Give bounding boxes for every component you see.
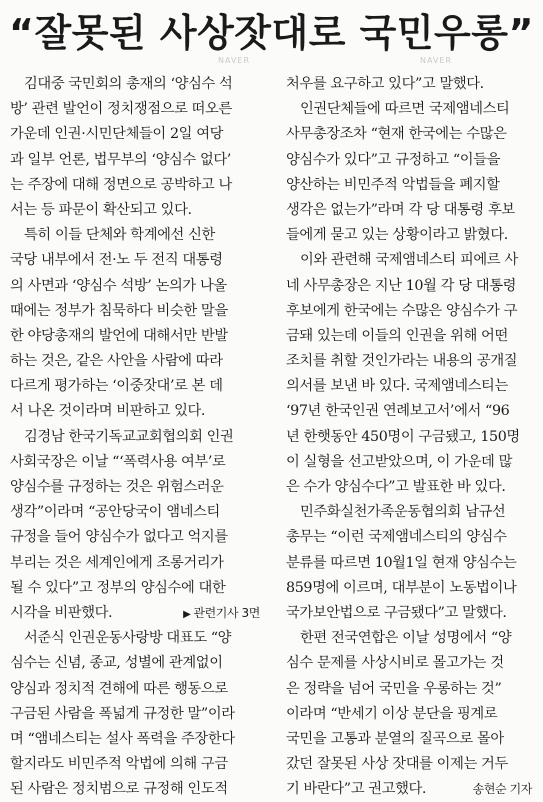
text-line-content: 서 나온 것이라며 비판하고 있다. <box>10 403 206 420</box>
text-line <box>10 223 260 248</box>
text-line <box>286 475 536 500</box>
text-line-content: 이와 관련해 국제앰네스티 피에르 사 <box>300 252 518 269</box>
text-line-content: 859명에 이르며, 대부분이 노동법이나 <box>286 579 517 596</box>
text-line <box>286 626 536 651</box>
text-line <box>286 274 536 299</box>
text-line-content: 들에게 묻고 있는 상황이라고 밝혔다. <box>286 227 508 244</box>
text-line <box>10 198 260 223</box>
text-line <box>286 752 536 777</box>
text-line-content: 양심수를 규정하는 것은 위험스러운 <box>10 479 224 495</box>
text-line-content: 후보에게 한국에는 수많은 양심수가 구 <box>286 302 518 319</box>
text-line <box>286 425 536 450</box>
text-line <box>286 399 536 424</box>
text-line <box>286 97 536 122</box>
text-line <box>286 198 536 223</box>
article-column-right <box>286 72 536 802</box>
text-line <box>286 173 536 198</box>
text-line-content: 서는 등 파문이 확산되고 있다. <box>10 201 192 218</box>
text-line-content: 가운데 인권·시민단체들이 2일 여당 <box>10 126 224 143</box>
text-line <box>10 349 260 374</box>
text-line-content: 조치를 취할 것인가라는 내용의 공개질 <box>286 353 518 370</box>
text-line-content: 사무총장조차 “현재 한국에는 수많은 <box>286 126 507 143</box>
text-line-content: 이라며 “반세기 이상 분단을 핑계로 <box>286 705 498 722</box>
text-line-content: 국당 내부에서 전·노 두 전직 대통령 <box>10 252 223 269</box>
text-line-content: 때에는 정부가 침묵하다 비슷한 말을 <box>10 302 228 319</box>
text-line-content: 며 “앰네스티는 설사 폭력을 주장한다 <box>10 730 235 747</box>
text-line <box>286 601 536 626</box>
text-line-content: 생각은 없는가”라며 각 당 대통령 후보 <box>286 201 515 218</box>
text-line <box>286 148 536 173</box>
text-line-content: 시각을 비판했다. <box>10 604 113 621</box>
text-line <box>286 651 536 676</box>
watermark: NAVER <box>218 56 251 65</box>
text-line-content: 특히 이들 단체와 학계에선 신한 <box>24 227 215 244</box>
text-line-content: 김대중 국민회의 총재의 ‘양심수 석 <box>24 76 233 92</box>
text-line <box>10 274 260 299</box>
text-line-content: 네 사무총장은 지난 10월 각 당 대통령 <box>286 277 517 294</box>
text-line-content: 심수는 신념, 종교, 성별에 관계없이 <box>10 655 223 672</box>
text-line <box>286 702 536 727</box>
text-line-content: 의 사면과 ‘양심수 석방’ 논의가 나올 <box>10 277 227 294</box>
text-line <box>10 248 260 273</box>
text-line-content: 한 야당총재의 발언에 대해서만 반발 <box>10 327 228 344</box>
text-line-content: 부리는 것은 세계인에게 조롱거리가 <box>10 554 224 571</box>
text-line <box>286 525 536 550</box>
text-line-content: 구금된 사람을 폭넓게 규정한 말”이라 <box>10 705 235 722</box>
text-line <box>286 248 536 273</box>
text-line <box>10 450 260 475</box>
text-line <box>286 223 536 248</box>
text-line-content: 하는 것은, 같은 사안을 사람에 따라 <box>10 353 223 370</box>
text-line <box>10 425 260 450</box>
text-line-content: 국민을 고통과 분열의 질곡으로 몰아 <box>286 730 504 747</box>
text-line-content: 한편 전국연합은 이날 성명에서 “양 <box>300 630 512 647</box>
text-line <box>10 702 260 727</box>
text-line <box>286 576 536 601</box>
text-line <box>286 324 536 349</box>
text-line-content: 양심수가 있다”고 규정하고 “이들을 <box>286 151 501 168</box>
text-line-content: 규정을 들어 양심수가 없다고 억지를 <box>10 529 228 546</box>
text-line-content: ‘97년 한국인권 연례보고서’에서 “96 <box>286 403 510 420</box>
watermark: NAVER <box>420 56 453 65</box>
text-line <box>286 299 536 324</box>
text-line-content: 년 한햇동안 450명이 구금됐고, 150명 <box>286 428 520 445</box>
text-line-content: 과 일부 언론, 법무부의 ‘양심수 없다’ <box>10 151 231 168</box>
text-line-content: 할지라도 비민주적 악법에 의해 구금 <box>10 756 228 773</box>
text-line-content: 인권단체들에 따르면 국제앰네스티 <box>300 101 510 118</box>
related-article-label: 관련기사 3면 <box>193 605 260 620</box>
text-line <box>10 525 260 550</box>
text-line <box>10 727 260 752</box>
text-line <box>10 72 260 97</box>
text-line-content: 양심과 정치적 견해에 따른 행동으로 <box>10 680 228 697</box>
text-line <box>10 576 260 601</box>
text-line <box>10 677 260 702</box>
reporter-byline: 송현순 기자 <box>472 782 532 797</box>
text-line-content: 양산하는 비민주적 악법들을 폐지할 <box>286 176 500 193</box>
text-line-content: 민주화실천가족운동협의회 남규선 <box>300 504 506 521</box>
text-line-content: 총무는 “이런 국제앰네스티의 양심수 <box>286 529 507 546</box>
text-line <box>10 551 260 576</box>
text-line-content: 갔던 잘못된 사상 잣대를 이제는 거두 <box>286 756 508 773</box>
text-line <box>10 173 260 198</box>
text-line <box>286 450 536 475</box>
text-line <box>10 122 260 147</box>
text-line-content: 국가보안법으로 구금됐다”고 말했다. <box>286 604 507 621</box>
text-line <box>10 626 260 651</box>
text-line-content: 김경남 한국기독교교회협의회 인권 <box>24 428 234 445</box>
text-line <box>10 651 260 676</box>
text-line-content: 서준식 인권운동사랑방 대표도 “양 <box>24 630 232 647</box>
article-column-left <box>10 72 260 802</box>
text-line <box>10 399 260 424</box>
text-line <box>286 551 536 576</box>
text-line-content: 될 수 있다”고 정부의 양심수에 대한 <box>10 579 226 596</box>
text-line-content: 금돼 있는데 이들의 인권을 위해 어떤 <box>286 327 508 344</box>
text-line-content: 의서를 보낸 바 있다. 국제앰네스티는 <box>286 378 508 395</box>
text-line-content: 사회국장은 이날 “‘폭력사용 여부’로 <box>10 453 226 470</box>
text-line <box>10 97 260 122</box>
text-line <box>10 752 260 777</box>
text-line <box>286 349 536 374</box>
text-line-content: 분류를 따르면 10월1일 현재 양심수는 <box>286 554 517 571</box>
text-line-content: 된 사람은 정치범으로 규정해 인도적 <box>10 781 228 798</box>
text-line <box>286 72 536 97</box>
text-line-content: 은 수가 양심수다”고 발표한 바 있다. <box>286 479 506 495</box>
text-line-content: 이 실형을 선고받았으며, 이 가운데 많 <box>286 453 513 470</box>
text-line <box>10 148 260 173</box>
text-line-content: 심수 문제를 사상시비로 몰고가는 것 <box>286 655 504 672</box>
text-line-content: 방’ 관련 발언이 정치쟁점으로 떠오른 <box>10 101 232 118</box>
text-line <box>286 727 536 752</box>
text-line-content: 기 바란다”고 권고했다. <box>286 781 427 798</box>
text-line-content: 은 정략을 넘어 국민을 우롱하는 것” <box>286 680 502 697</box>
triangle-right-icon: ▶ <box>183 608 191 620</box>
text-line-content: 생각”이라며 “공안당국이 앰네스티 <box>10 504 220 521</box>
text-line <box>10 374 260 399</box>
text-line <box>286 677 536 702</box>
text-line-content: 다르게 평가하는 ‘이중잣대’로 본 데 <box>10 378 223 395</box>
text-line <box>10 500 260 525</box>
text-line <box>286 374 536 399</box>
text-line <box>10 777 260 802</box>
text-line <box>10 299 260 324</box>
headline: “잘못된 사상잣대로 국민우롱” <box>9 11 534 55</box>
text-line-content: 는 주장에 대해 정면으로 공박하고 나 <box>10 176 232 193</box>
text-line <box>286 500 536 525</box>
text-line <box>10 475 260 500</box>
text-line <box>10 324 260 349</box>
text-line <box>286 122 536 147</box>
text-line-content: 처우를 요구하고 있다”고 말했다. <box>286 76 484 92</box>
